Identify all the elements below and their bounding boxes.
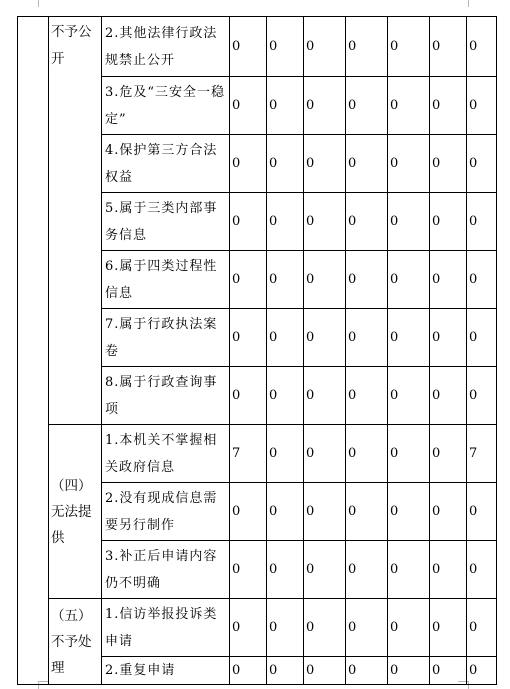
value-cell: 0 <box>346 193 388 251</box>
value-cell: 0 <box>267 135 304 193</box>
value-cell: 0 <box>430 599 467 657</box>
value-cell: 0 <box>230 483 267 541</box>
value-cell: 0 <box>304 193 346 251</box>
value-cell: 0 <box>467 367 497 425</box>
value-cell: 0 <box>388 425 430 483</box>
item-label: 3.补正后申请内容仍不明确 <box>102 541 230 599</box>
value-cell: 0 <box>430 483 467 541</box>
value-cell: 0 <box>430 425 467 483</box>
value-cell: 0 <box>267 483 304 541</box>
value-cell: 0 <box>430 657 467 685</box>
value-cell: 0 <box>304 17 346 77</box>
value-cell: 0 <box>230 251 267 309</box>
item-label: 2.重复申请 <box>102 657 230 685</box>
value-cell: 0 <box>388 541 430 599</box>
item-label: 1.本机关不掌握相关政府信息 <box>102 425 230 483</box>
value-cell: 0 <box>304 541 346 599</box>
value-cell: 0 <box>430 367 467 425</box>
value-cell: 0 <box>267 425 304 483</box>
page-corner-mark-top-left <box>38 0 49 7</box>
value-cell: 0 <box>430 541 467 599</box>
value-cell: 0 <box>388 367 430 425</box>
item-label: 1.信访举报投诉类申请 <box>102 599 230 657</box>
value-cell: 0 <box>346 251 388 309</box>
value-cell: 0 <box>467 309 497 367</box>
value-cell: 0 <box>267 251 304 309</box>
item-label: 5.属于三类内部事务信息 <box>102 193 230 251</box>
item-label: 6.属于四类过程性信息 <box>102 251 230 309</box>
item-label: 7.属于行政执法案卷 <box>102 309 230 367</box>
value-cell: 0 <box>388 309 430 367</box>
value-cell: 0 <box>304 599 346 657</box>
value-cell: 0 <box>230 367 267 425</box>
item-label: 2.没有现成信息需要另行制作 <box>102 483 230 541</box>
value-cell: 0 <box>267 657 304 685</box>
value-cell: 0 <box>346 77 388 135</box>
value-cell: 0 <box>467 77 497 135</box>
table-row <box>18 599 497 657</box>
value-cell: 0 <box>267 541 304 599</box>
value-cell: 0 <box>430 77 467 135</box>
value-cell: 0 <box>467 17 497 77</box>
value-cell: 0 <box>467 599 497 657</box>
value-cell: 0 <box>230 17 267 77</box>
value-cell: 0 <box>267 77 304 135</box>
value-cell: 0 <box>388 135 430 193</box>
value-cell: 0 <box>388 251 430 309</box>
value-cell: 0 <box>430 309 467 367</box>
group-label-buyu-gongkai: 不予公开 <box>49 17 102 425</box>
value-cell: 0 <box>467 251 497 309</box>
value-cell: 0 <box>467 135 497 193</box>
value-cell: 0 <box>346 135 388 193</box>
value-cell: 0 <box>430 135 467 193</box>
value-cell: 0 <box>267 367 304 425</box>
value-cell: 0 <box>304 135 346 193</box>
value-cell: 0 <box>467 483 497 541</box>
group-label-wufa-tigong: （四）无法提供 <box>49 425 102 599</box>
table-row <box>18 17 497 77</box>
value-cell: 0 <box>388 17 430 77</box>
value-cell: 0 <box>388 657 430 685</box>
value-cell: 0 <box>467 541 497 599</box>
value-cell: 0 <box>267 309 304 367</box>
value-cell: 0 <box>346 17 388 77</box>
value-cell: 0 <box>304 483 346 541</box>
value-cell: 0 <box>230 135 267 193</box>
value-cell: 0 <box>346 657 388 685</box>
value-cell: 0 <box>230 193 267 251</box>
value-cell: 0 <box>304 251 346 309</box>
value-cell: 0 <box>304 367 346 425</box>
value-cell: 7 <box>467 425 497 483</box>
value-cell: 0 <box>388 193 430 251</box>
item-label: 4.保护第三方合法权益 <box>102 135 230 193</box>
value-cell: 7 <box>230 425 267 483</box>
table-row <box>18 425 497 483</box>
value-cell: 0 <box>304 657 346 685</box>
value-cell: 0 <box>430 251 467 309</box>
page-corner-mark-top-right <box>458 0 469 7</box>
value-cell: 0 <box>230 657 267 685</box>
value-cell: 0 <box>346 367 388 425</box>
value-cell: 0 <box>230 599 267 657</box>
value-cell: 0 <box>388 77 430 135</box>
item-label: 3.危及“三安全一稳定” <box>102 77 230 135</box>
value-cell: 0 <box>388 599 430 657</box>
value-cell: 0 <box>230 309 267 367</box>
item-label: 2.其他法律行政法规禁止公开 <box>102 17 230 77</box>
value-cell: 0 <box>467 657 497 685</box>
value-cell: 0 <box>346 309 388 367</box>
value-cell: 0 <box>304 309 346 367</box>
value-cell: 0 <box>346 425 388 483</box>
value-cell: 0 <box>267 193 304 251</box>
value-cell: 0 <box>267 599 304 657</box>
value-cell: 0 <box>230 541 267 599</box>
value-cell: 0 <box>346 599 388 657</box>
value-cell: 0 <box>467 193 497 251</box>
value-cell: 0 <box>430 17 467 77</box>
value-cell: 0 <box>304 77 346 135</box>
value-cell: 0 <box>388 483 430 541</box>
value-cell: 0 <box>230 77 267 135</box>
value-cell: 0 <box>346 541 388 599</box>
value-cell: 0 <box>346 483 388 541</box>
item-label: 8.属于行政查询事项 <box>102 367 230 425</box>
left-gutter-cell <box>18 17 49 685</box>
disclosure-statistics-table <box>17 16 497 685</box>
value-cell: 0 <box>267 17 304 77</box>
value-cell: 0 <box>430 193 467 251</box>
value-cell: 0 <box>304 425 346 483</box>
group-label-buyu-chuli: （五）不予处理 <box>49 599 102 685</box>
